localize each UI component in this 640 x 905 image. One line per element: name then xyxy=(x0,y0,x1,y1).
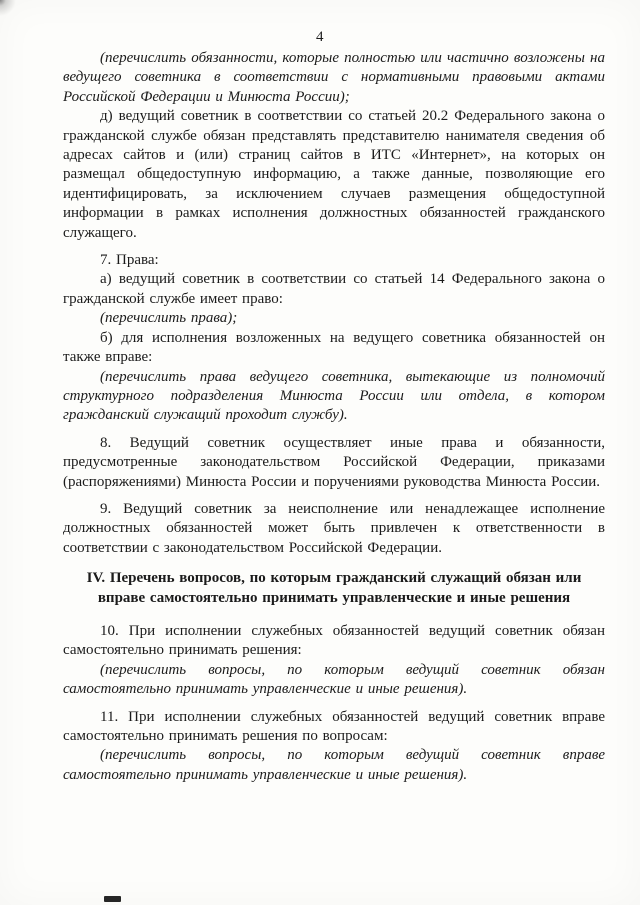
document-body xyxy=(63,49,605,785)
paragraph-right-b: б) для исполнения возложенных на ведущего советника обязанностей он также вправе: xyxy=(63,329,605,366)
paragraph-duty-d: д) ведущий советник в соответствии со статьей 20.2 Федерального закона о гражданской службе обязан представлять представителю нанимателя сведения об адресах сайтов и (или) страниц сайтов в ИТС «Интернет», на которых он размещал общедоступную информацию, а также данные, позволяющие его идентифицировать, за исключением случаев размещения общедоступной информации в рамках исполнения должностных обязанностей гражданского служащего. xyxy=(63,108,605,241)
paragraph-instruction-point-10: (перечислить вопросы, по которым ведущий советник обязан самостоятельно принимать управленческие и иные решения). xyxy=(63,661,605,698)
paragraph-instruction-point-11: (перечислить вопросы, по которым ведущий советник вправе самостоятельно принимать управленческие и иные решения). xyxy=(63,747,605,783)
paragraph-right-a: а) ведущий советник в соответствии со статьей 14 Федерального закона о гражданской службе имеет право: xyxy=(63,271,605,307)
scan-corner-shadow xyxy=(0,0,26,26)
paragraph-instruction-list-rights: (перечислить права); xyxy=(100,310,238,327)
paragraph-instruction-duties: (перечислить обязанности, которые полностью или частично возложены на ведущего советника в соответствии с нормативными правовыми актами Российской Федерации и Минюста России); xyxy=(63,50,605,105)
section-heading-iv: IV. Перечень вопросов, по которым гражданский служащий обязан или вправе самостоятельно принимать управленческие и иные решения xyxy=(86,570,582,606)
paragraph-point-8: 8. Ведущий советник осуществляет иные права и обязанности, предусмотренные законодательством Российской Федерации, приказами (распоряжениями) Минюста России и поручениями руководства Минюста России. xyxy=(63,434,605,490)
paragraph-instruction-rights-detail: (перечислить права ведущего советника, вытекающие из полномочий структурного подразделения Минюста России или отдела, в котором гражданский служащий проходит службу). xyxy=(63,368,605,424)
page-number: 4 xyxy=(316,29,324,45)
paragraph-section-7-rights: 7. Права: xyxy=(100,252,159,269)
paragraph-point-9: 9. Ведущий советник за неисполнение или ненадлежащее исполнение должностных обязанностей может быть привлечен к ответственности в соответствии с законодательством Российской Федерации. xyxy=(63,500,605,556)
paragraph-point-10: 10. При исполнении служебных обязанностей ведущий советник обязан самостоятельно принимать решения: xyxy=(63,622,605,659)
scan-artifact-mark xyxy=(104,896,121,902)
paragraph-point-11: 11. При исполнении служебных обязанностей ведущий советник вправе самостоятельно принимать решения по вопросам: xyxy=(63,708,605,744)
